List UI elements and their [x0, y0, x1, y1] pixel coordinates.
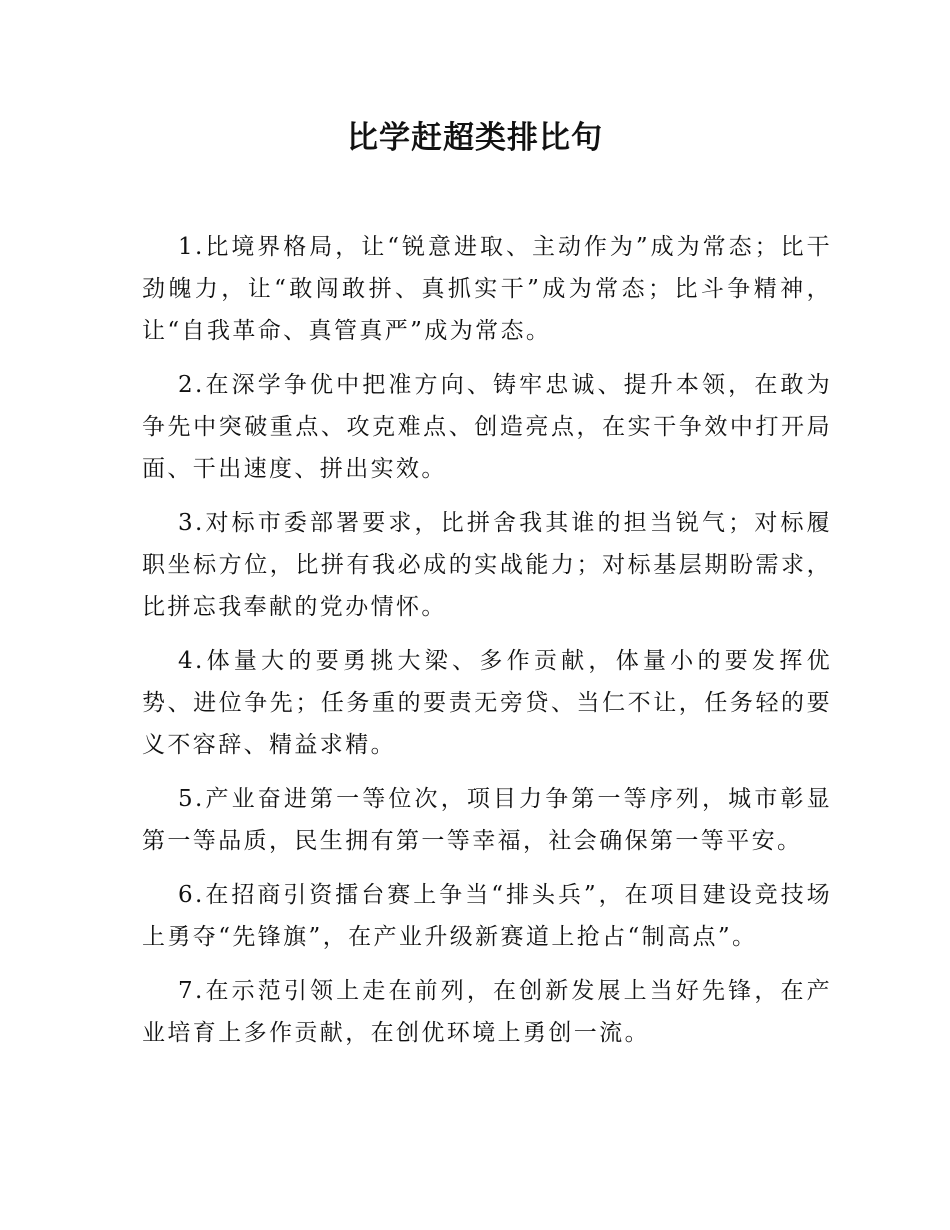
document-body [142, 226, 832, 1066]
paragraph-5: 5.产业奋进第一等位次，项目力争第一等序列，城市彰显第一等品质，民生拥有第一等幸福，社会确保第一等平安。 [142, 786, 832, 854]
paragraph-3: 3.对标市委部署要求，比拼舍我其谁的担当锐气；对标履职坐标方位，比拼有我必成的实战能力；对标基层期盼需求，比拼忘我奉献的党办情怀。 [142, 510, 832, 620]
paragraph-7: 7.在示范引领上走在前列，在创新发展上当好先锋，在产业培育上多作贡献，在创优环境上勇创一流。 [142, 978, 832, 1046]
paragraph-1: 1.比境界格局，让“锐意进取、主动作为”成为常态；比干劲魄力，让“敢闯敢拼、真抓实干”成为常态；比斗争精神，让“自我革命、真管真严”成为常态。 [142, 234, 832, 344]
paragraph-2: 2.在深学争优中把准方向、铸牢忠诚、提升本领，在敢为争先中突破重点、攻克难点、创造亮点，在实干争效中打开局面、干出速度、拼出实效。 [142, 372, 832, 482]
paragraph-4: 4.体量大的要勇挑大梁、多作贡献，体量小的要发挥优势、进位争先；任务重的要责无旁贷、当仁不让，任务轻的要义不容辞、精益求精。 [142, 648, 832, 758]
document-title: 比学赶超类排比句 [347, 120, 603, 156]
paragraph-6: 6.在招商引资擂台赛上争当“排头兵”，在项目建设竞技场上勇夺“先锋旗”，在产业升级新赛道上抢占“制高点”。 [142, 882, 832, 950]
